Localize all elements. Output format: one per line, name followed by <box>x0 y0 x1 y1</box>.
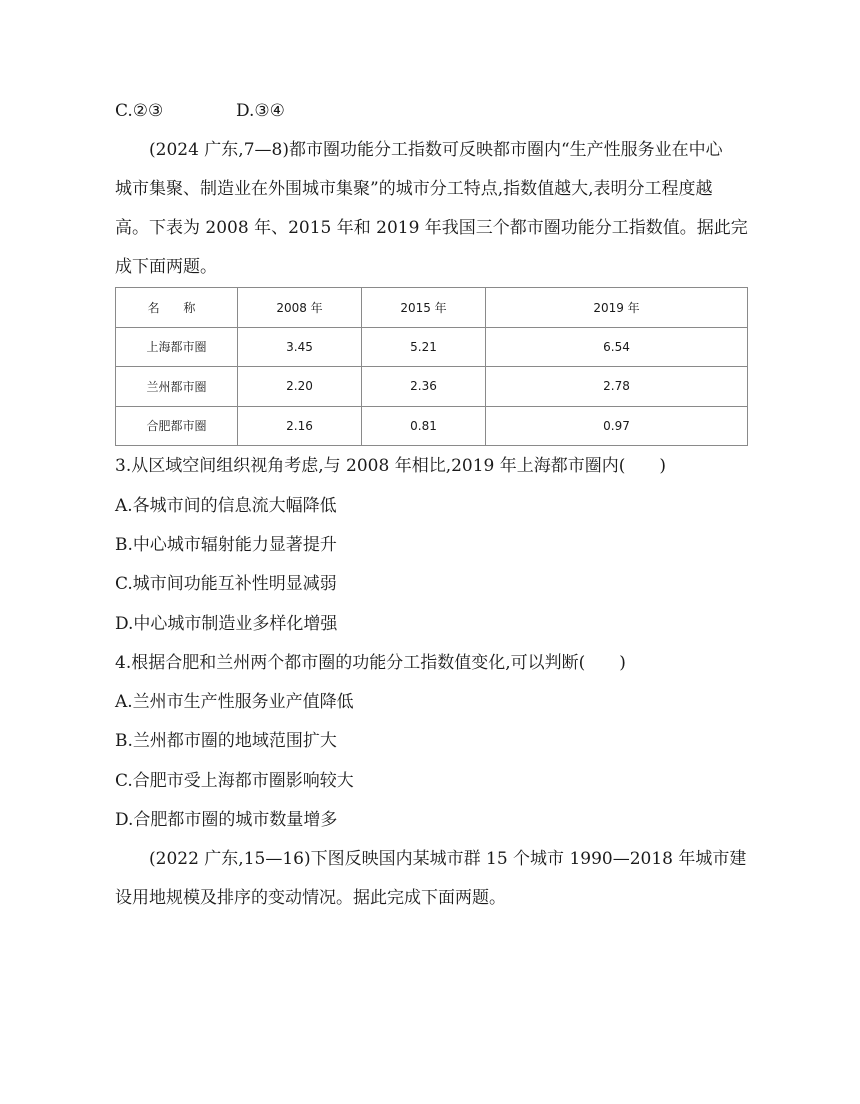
table-cell: 2.20 <box>238 367 362 407</box>
table-row <box>116 367 748 407</box>
question-3-option-d: D.中心城市制造业多样化增强 <box>115 614 338 634</box>
intro2-line-2: 设用地规模及排序的变动情况。据此完成下面两题。 <box>115 888 506 908</box>
prev-option-d: D.③④ <box>236 101 285 121</box>
question-3-option-b: B.中心城市辐射能力显著提升 <box>115 535 337 555</box>
table-cell: 5.21 <box>362 327 486 367</box>
table-cell: 6.54 <box>486 327 748 367</box>
table-header: 名 称 <box>116 288 238 328</box>
question-4-option-c: C.合肥市受上海都市圈影响较大 <box>115 771 354 791</box>
table-cell: 0.81 <box>362 406 486 446</box>
prev-option-c: C.②③ <box>115 101 164 121</box>
question-4-option-d: D.合肥都市圈的城市数量增多 <box>115 810 338 830</box>
table-cell: 0.97 <box>486 406 748 446</box>
question-3-option-a: A.各城市间的信息流大幅降低 <box>115 496 337 516</box>
function-index-table <box>115 287 748 446</box>
table-cell: 2.16 <box>238 406 362 446</box>
question-3-option-c: C.城市间功能互补性明显减弱 <box>115 574 337 594</box>
table-header: 2008 年 <box>238 288 362 328</box>
question-4-stem: 4.根据合肥和兰州两个都市圈的功能分工指数值变化,可以判断( ) <box>115 653 626 673</box>
table-cell: 2.36 <box>362 367 486 407</box>
table-cell: 合肥都市圈 <box>116 406 238 446</box>
intro1-line-1: (2024 广东,7—8)都市圈功能分工指数可反映都市圈内“生产性服务业在中心 <box>149 140 723 160</box>
question-4-option-a: A.兰州市生产性服务业产值降低 <box>115 692 354 712</box>
table-header: 2015 年 <box>362 288 486 328</box>
table-header-row <box>116 288 748 328</box>
intro1-line-3: 高。下表为 2008 年、2015 年和 2019 年我国三个都市圈功能分工指数值。据此完 <box>115 218 748 238</box>
table-cell: 3.45 <box>238 327 362 367</box>
intro2-line-1: (2022 广东,15—16)下图反映国内某城市群 15 个城市 1990—2018 年城市建 <box>149 849 747 869</box>
table-row <box>116 406 748 446</box>
table-row <box>116 327 748 367</box>
table-cell: 2.78 <box>486 367 748 407</box>
table-cell: 上海都市圈 <box>116 327 238 367</box>
question-3-stem: 3.从区域空间组织视角考虑,与 2008 年相比,2019 年上海都市圈内( ) <box>115 456 667 476</box>
intro1-line-2: 城市集聚、制造业在外围城市集聚”的城市分工特点,指数值越大,表明分工程度越 <box>115 179 713 199</box>
table-header: 2019 年 <box>486 288 748 328</box>
table-cell: 兰州都市圈 <box>116 367 238 407</box>
intro1-line-4: 成下面两题。 <box>115 257 217 277</box>
question-4-option-b: B.兰州都市圈的地域范围扩大 <box>115 731 337 751</box>
